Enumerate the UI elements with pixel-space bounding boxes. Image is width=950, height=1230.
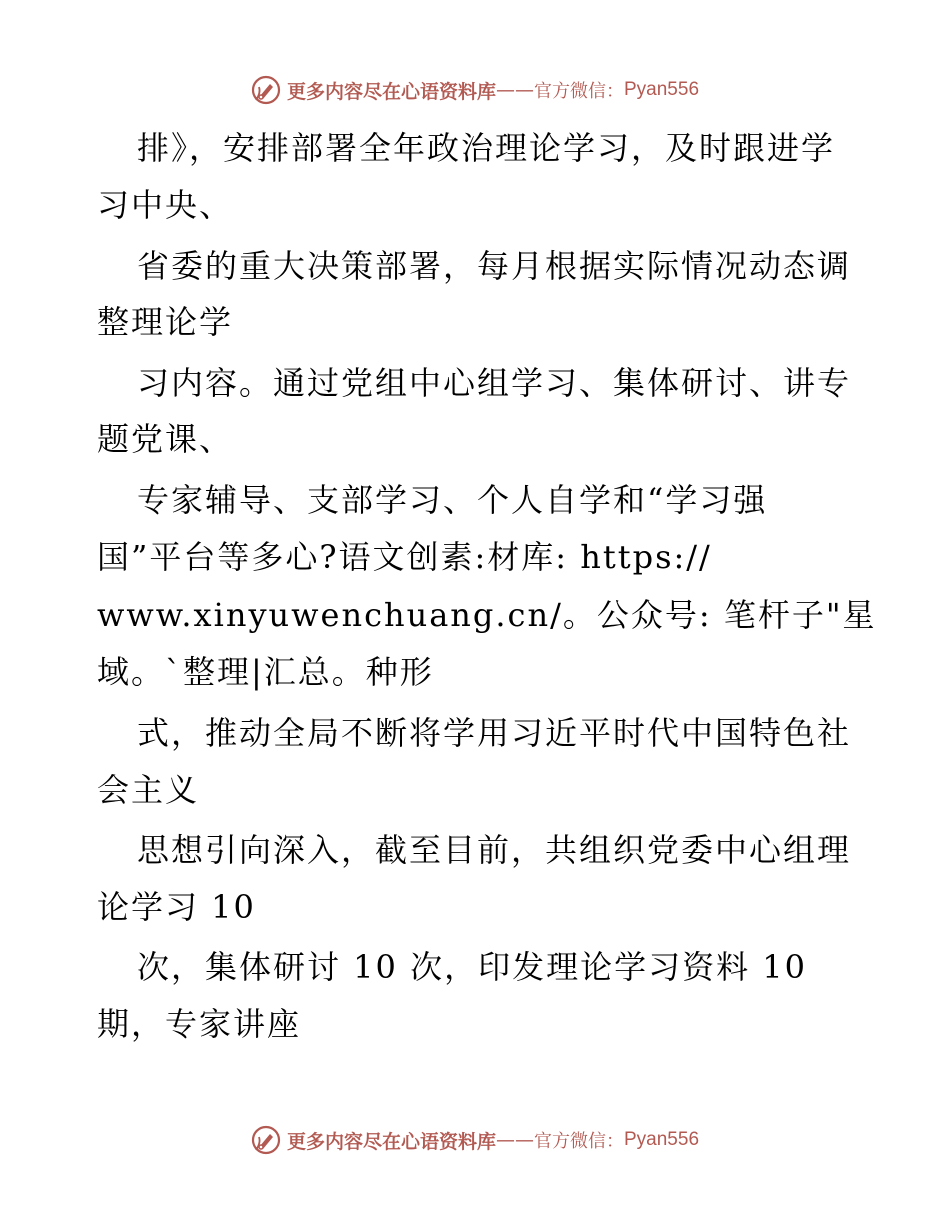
body-line-10: 域。`整理|汇总。种形 xyxy=(97,653,434,691)
header-wechat-id: Pyan556 xyxy=(624,79,700,100)
body-line-15: 次，集体研讨 10 次，印发理论学习资料 10 xyxy=(137,948,807,986)
body-line-13: 思想引向深入，截至目前，共组织党委中心组理 xyxy=(137,831,852,869)
body-line-11: 式，推动全局不断将学用习近平时代中国特色社 xyxy=(137,714,852,752)
body-line-7: 专家辅导、支部学习、个人自学和“学习强 xyxy=(137,481,768,519)
body-line-9: www.xinyuwenchuang.cn/。公众号: 笔杆子"星 xyxy=(97,596,877,634)
pen-nib-icon xyxy=(251,75,281,105)
body-line-5: 习内容。通过党组中心组学习、集体研讨、讲专 xyxy=(137,364,852,402)
footer-separator: —— xyxy=(496,1129,534,1151)
footer-wechat-id: Pyan556 xyxy=(624,1129,700,1150)
body-line-8: 国”平台等多心?语文创素:材库: https:// xyxy=(97,538,712,576)
body-line-16: 期，专家讲座 xyxy=(97,1005,302,1043)
footer-wechat-label: 官方微信： xyxy=(534,1131,624,1152)
body-line-3: 省委的重大决策部署，每月根据实际情况动态调 xyxy=(137,247,852,285)
pen-nib-icon xyxy=(251,1125,281,1155)
footer-banner xyxy=(0,1120,950,1160)
body-line-6: 题党课、 xyxy=(97,420,234,458)
body-line-4: 整理论学 xyxy=(97,303,234,341)
header-wechat-label: 官方微信： xyxy=(534,81,624,102)
header-separator: —— xyxy=(496,79,534,101)
body-line-12: 会主义 xyxy=(97,771,200,809)
body-line-2: 习中央、 xyxy=(97,186,234,224)
header-banner xyxy=(0,70,950,110)
header-site-text: 更多内容尽在心语资料库 xyxy=(286,80,496,103)
body-line-14: 论学习 10 xyxy=(97,888,256,926)
footer-site-text: 更多内容尽在心语资料库 xyxy=(286,1130,496,1153)
body-line-1: 排》，安排部署全年政治理论学习，及时跟进学 xyxy=(137,129,836,167)
